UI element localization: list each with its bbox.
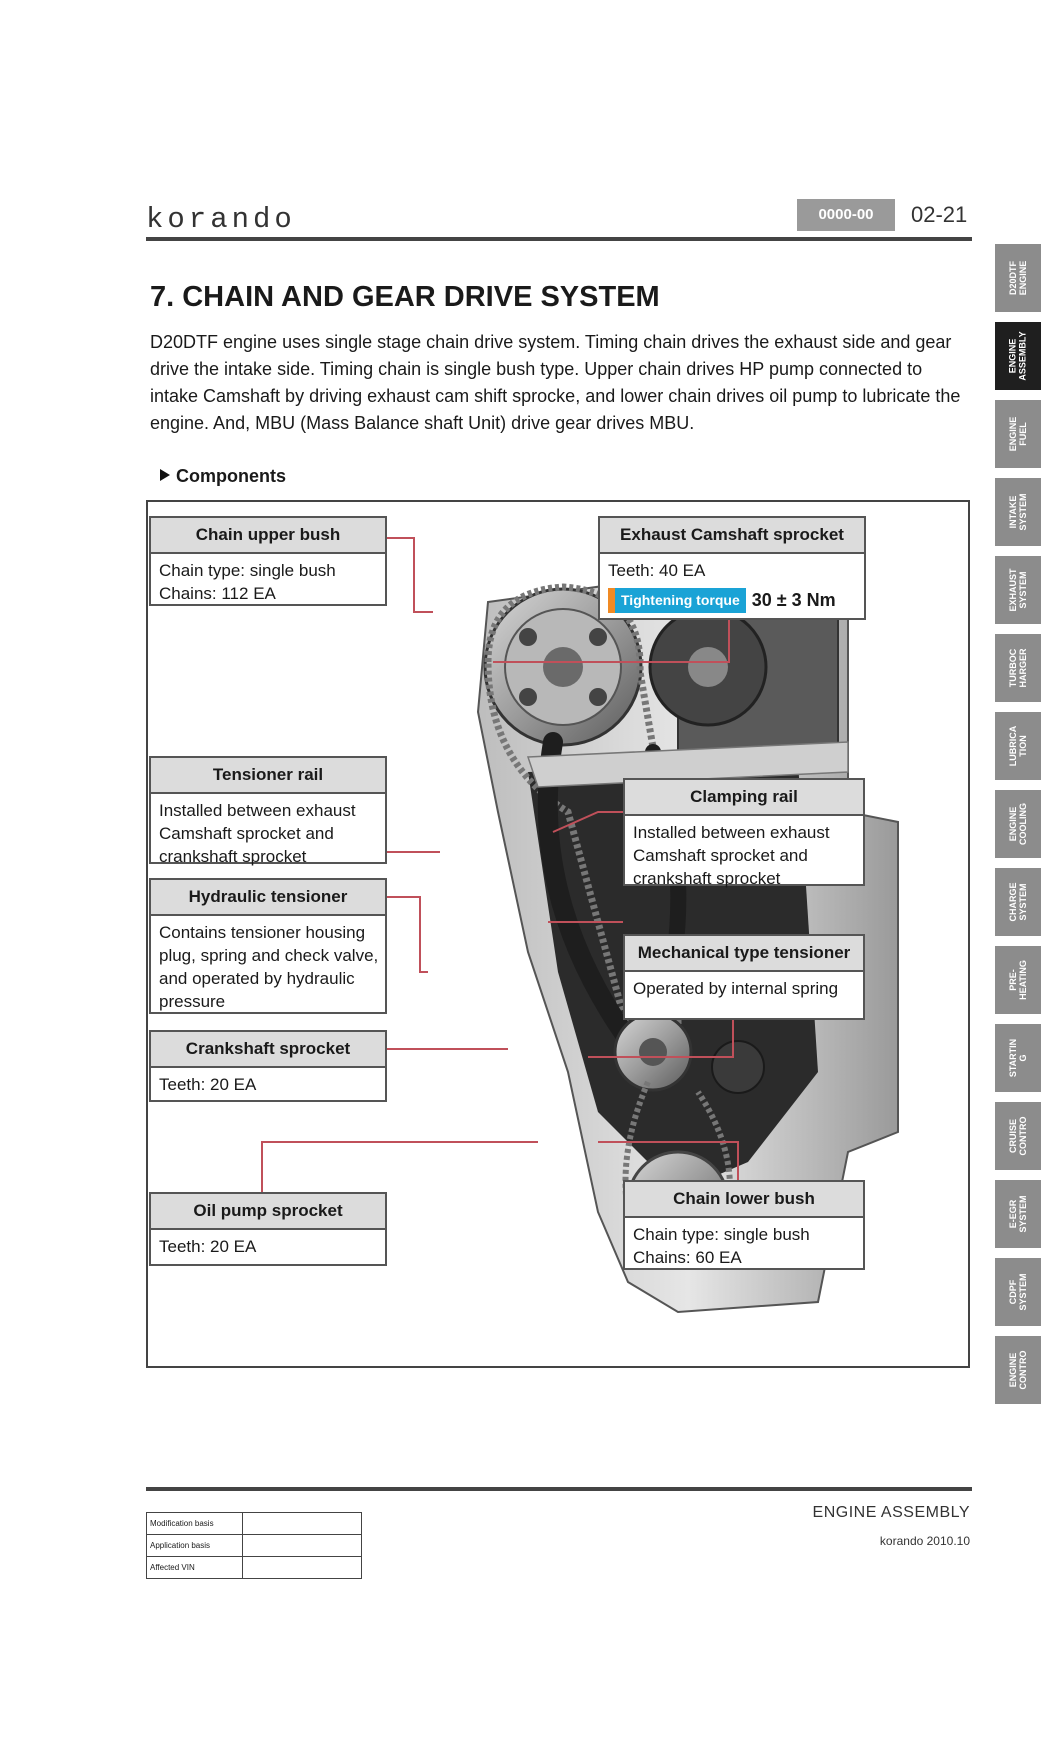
components-heading: Components: [160, 466, 286, 487]
table-key: Application basis: [147, 1535, 243, 1557]
table-value: [243, 1557, 362, 1579]
section-code-badge: 0000-00: [797, 199, 895, 231]
callout-line: Camshaft sprocket and: [633, 846, 808, 865]
table-key: Modification basis: [147, 1513, 243, 1535]
callout-title: Hydraulic tensioner: [151, 880, 385, 916]
callout-line: pressure: [159, 992, 226, 1011]
components-diagram: [146, 500, 970, 1368]
side-tab-pre-heating[interactable]: PRE- HEATING: [995, 946, 1041, 1014]
callout-line: and operated by hydraulic: [159, 969, 355, 988]
callout-line: Installed between exhaust: [159, 801, 356, 820]
side-tab-engine-cooling[interactable]: ENGINE COOLING: [995, 790, 1041, 858]
callout-hydraulic-tensioner: [149, 878, 387, 1014]
callout-title: Clamping rail: [625, 780, 863, 816]
triangle-bullet-icon: [160, 469, 170, 481]
header-divider: [146, 237, 972, 241]
callout-line: crankshaft sprocket: [633, 869, 781, 888]
table-row: [147, 1513, 362, 1535]
callout-line: Teeth: 20 EA: [159, 1237, 257, 1256]
side-tab-starting[interactable]: STARTIN G: [995, 1024, 1041, 1092]
callout-mechanical-tensioner: [623, 934, 865, 1020]
callout-line: Contains tensioner housing: [159, 923, 366, 942]
callout-line: Chains: 112 EA: [159, 584, 276, 603]
side-tab-d20dtf-engine[interactable]: D20DTF ENGINE: [995, 244, 1041, 312]
torque-label: Tightening torque: [615, 588, 746, 613]
footer-edition: korando 2010.10: [879, 1534, 970, 1548]
table-row: [147, 1557, 362, 1579]
torque-accent: [608, 588, 615, 613]
side-tab-exhaust-system[interactable]: EXHAUST SYSTEM: [995, 556, 1041, 624]
section-title: 7. CHAIN AND GEAR DRIVE SYSTEM: [150, 281, 660, 313]
footer-section-title: ENGINE ASSEMBLY: [812, 1504, 970, 1521]
callout-crankshaft-sprocket: [149, 1030, 387, 1102]
table-row: [147, 1535, 362, 1557]
callout-title: Chain upper bush: [151, 518, 385, 554]
callout-line: Chain type: single bush: [159, 561, 336, 580]
side-tab-engine-assembly[interactable]: ENGINE ASSEMBLY: [995, 322, 1041, 390]
side-tab-engine-control[interactable]: ENGINE CONTRO: [995, 1336, 1041, 1404]
torque-spec: [608, 588, 856, 613]
intro-paragraph: D20DTF engine uses single stage chain drive system. Timing chain drives the exhaust side and gear drive the intake side. Timing chain is single bush type. Upper chain drives HP pump connected to intake Camshaft by driving exhaust cam shift sprocke, and lower chain drives oil pump to lubricate the engine. And, MBU (Mass Balance shaft Unit) drive gear drives MBU.: [150, 332, 961, 433]
modification-table: [146, 1512, 362, 1579]
callout-exhaust-camshaft-sprocket: [598, 516, 866, 620]
callout-oil-pump-sprocket: [149, 1192, 387, 1266]
side-tab-e-egr-system[interactable]: E-EGR SYSTEM: [995, 1180, 1041, 1248]
callout-line: Teeth: 20 EA: [159, 1075, 257, 1094]
table-value: [243, 1535, 362, 1557]
callout-title: Chain lower bush: [625, 1182, 863, 1218]
callout-clamping-rail: [623, 778, 865, 886]
callout-chain-lower-bush: [623, 1180, 865, 1270]
side-tab-lubrication[interactable]: LUBRICA TION: [995, 712, 1041, 780]
footer-divider: [146, 1487, 972, 1491]
side-tab-cruise-control[interactable]: CRUISE CONTRO: [995, 1102, 1041, 1170]
side-tab-turbocharger[interactable]: TURBOC HARGER: [995, 634, 1041, 702]
callout-line: plug, spring and check valve,: [159, 946, 379, 965]
callout-line: Operated by internal spring: [633, 979, 839, 998]
side-tab-cdpf-system[interactable]: CDPF SYSTEM: [995, 1258, 1041, 1326]
brand-logo: korando: [146, 203, 296, 236]
callout-chain-upper-bush: [149, 516, 387, 606]
torque-value: 30 ± 3 Nm: [751, 590, 836, 610]
callout-line: Teeth: 40 EA: [608, 561, 706, 580]
page-number: 02-21: [911, 202, 968, 227]
side-tab-engine-fuel[interactable]: ENGINE FUEL: [995, 400, 1041, 468]
callout-title: Mechanical type tensioner: [625, 936, 863, 972]
table-value: [243, 1513, 362, 1535]
callout-line: Chain type: single bush: [633, 1225, 810, 1244]
table-key: Affected VIN: [147, 1557, 243, 1579]
side-tab-intake-system[interactable]: INTAKE SYSTEM: [995, 478, 1041, 546]
callout-tensioner-rail: [149, 756, 387, 864]
callout-title: Exhaust Camshaft sprocket: [600, 518, 864, 554]
side-tab-charge-system[interactable]: CHARGE SYSTEM: [995, 868, 1041, 936]
callout-line: crankshaft sprocket: [159, 847, 307, 866]
callout-title: Oil pump sprocket: [151, 1194, 385, 1230]
callout-line: Installed between exhaust: [633, 823, 830, 842]
callout-line: Chains: 60 EA: [633, 1248, 742, 1267]
callout-title: Crankshaft sprocket: [151, 1032, 385, 1068]
callout-line: Camshaft sprocket and: [159, 824, 334, 843]
callout-title: Tensioner rail: [151, 758, 385, 794]
